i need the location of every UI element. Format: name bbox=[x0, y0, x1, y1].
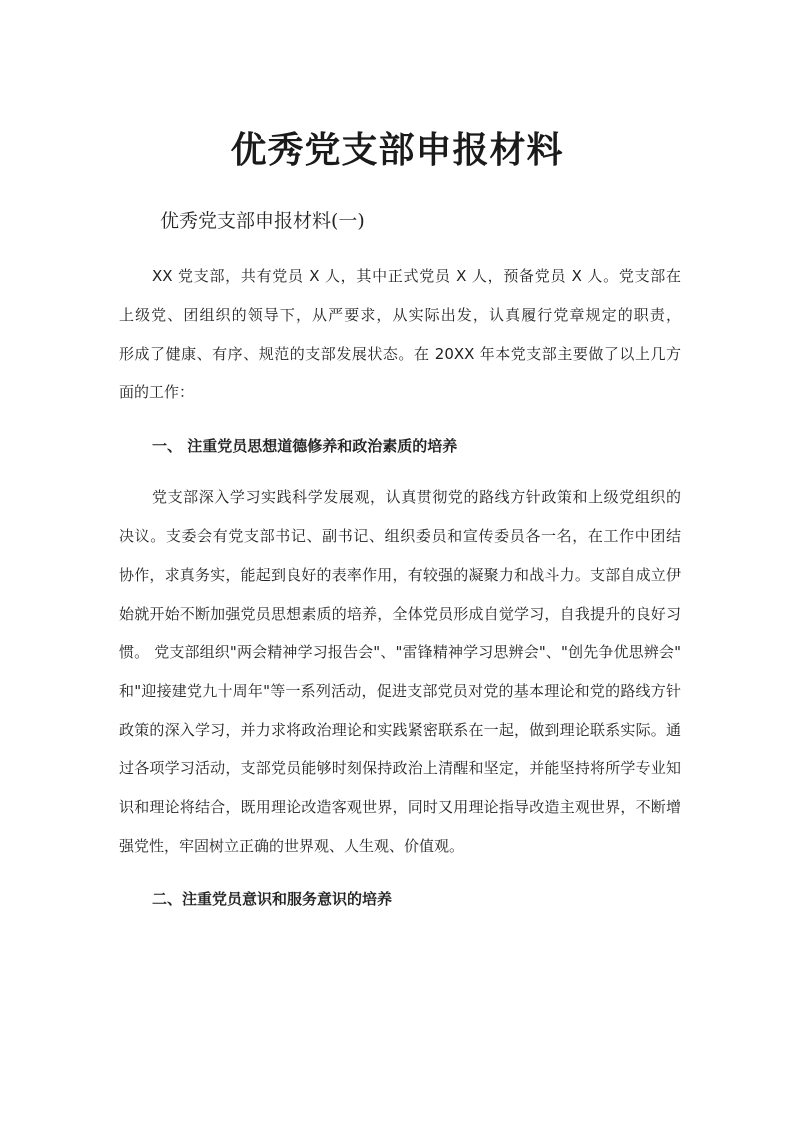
text-line: 形成了健康、有序、规范的支部发展状态。在 20XX 年本党支部主要做了以上几方 bbox=[119, 345, 681, 363]
text-line: 惯。 党支部组织"两会精神学习报告会"、"雷锋精神学习思辨会"、"创先争优思辨会" bbox=[119, 643, 681, 661]
text-line: 协作，求真务实，能起到良好的表率作用，有较强的凝聚力和战斗力。支部自成立伊 bbox=[119, 566, 681, 584]
text-line: 和"迎接建党九十周年"等一系列活动，促进支部党员对党的基本理论和党的路线方针 bbox=[119, 682, 681, 700]
document-subtitle: 优秀党支部申报材料(一) bbox=[160, 210, 365, 232]
text-line: 过各项学习活动，支部党员能够时刻保持政治上清醒和坚定，并能坚持将所学专业知 bbox=[119, 759, 681, 777]
text-line: 面的工作： bbox=[119, 383, 195, 401]
text-line: 党支部深入学习实践科学发展观，认真贯彻党的路线方针政策和上级党组织的 bbox=[152, 488, 681, 506]
text-line: 政策的深入学习，并力求将政治理论和实践紧密联系在一起，做到理论联系实际。通 bbox=[119, 721, 681, 739]
text-line: 始就开始不断加强党员思想素质的培养，全体党员形成自觉学习，自我提升的良好习 bbox=[119, 605, 681, 623]
document-title: 优秀党支部申报材料 bbox=[230, 130, 564, 171]
text-line: 决议。支委会有党支部书记、副书记、组织委员和宣传委员各一名，在工作中团结 bbox=[119, 527, 681, 545]
text-line: XX 党支部，共有党员 X 人，其中正式党员 X 人，预备党员 X 人。党支部在 bbox=[152, 267, 681, 285]
text-line: 识和理论将结合，既用理论改造客观世界，同时又用理论指导改造主观世界，不断增 bbox=[119, 798, 681, 816]
section-heading-1: 一、 注重党员思想道德修养和政治素质的培养 bbox=[152, 437, 458, 455]
section-heading-2: 二、注重党员意识和服务意识的培养 bbox=[152, 890, 393, 908]
text-line: 上级党、团组织的领导下，从严要求，从实际出发，认真履行党章规定的职责， bbox=[119, 306, 681, 324]
text-line: 强党性，牢固树立正确的世界观、人生观、价值观。 bbox=[119, 837, 465, 855]
